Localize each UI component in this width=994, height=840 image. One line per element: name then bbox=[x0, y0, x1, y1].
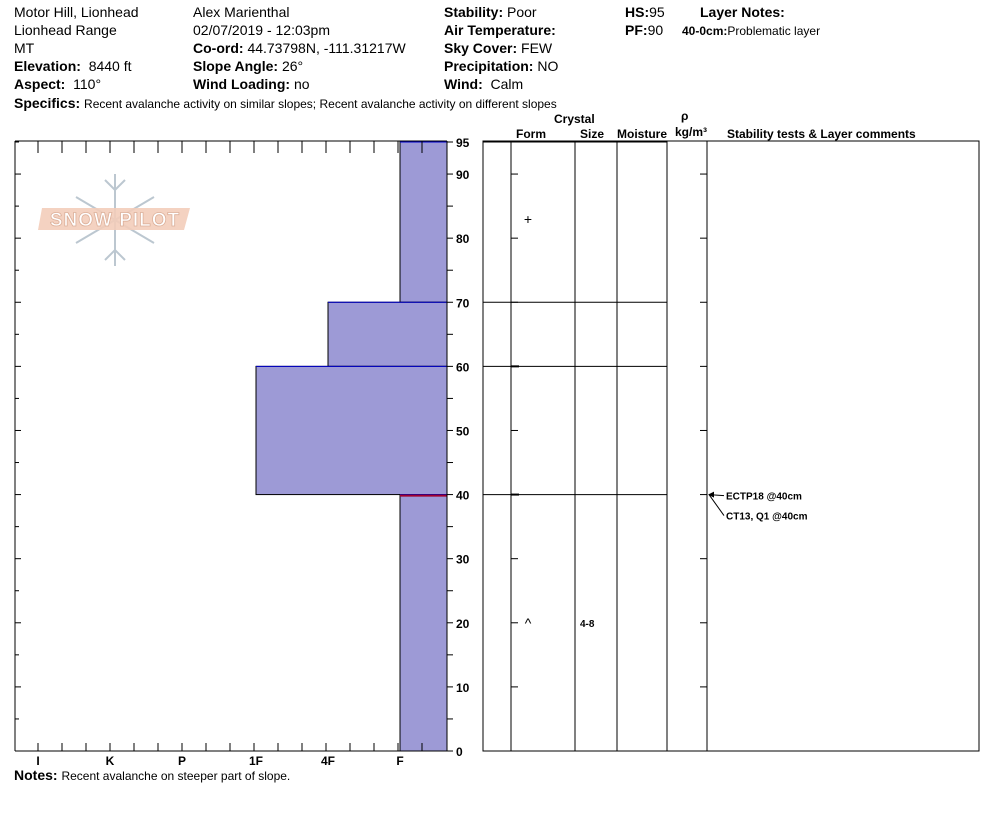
height-tick-label: 50 bbox=[456, 424, 470, 439]
height-tick-label: 40 bbox=[456, 488, 470, 503]
air-temp-label: Air Temperature: bbox=[444, 22, 556, 38]
hardness-tick-label: P bbox=[177, 754, 187, 768]
wind-loading-label: Wind Loading: bbox=[193, 76, 291, 92]
stability-value: Poor bbox=[507, 4, 537, 20]
wind-loading-value: no bbox=[293, 76, 310, 92]
elevation-value: 8440 ft bbox=[88, 58, 132, 74]
hardness-bar bbox=[328, 302, 447, 366]
hardness-bar bbox=[400, 495, 447, 751]
range-text: Lionhead Range bbox=[14, 22, 117, 38]
pf-value: 90 bbox=[647, 22, 664, 38]
crystal-form-symbol: + bbox=[523, 210, 533, 227]
hardness-tick-label: 4F bbox=[320, 754, 336, 768]
pf-label: PF: bbox=[625, 22, 648, 38]
notes-field bbox=[14, 767, 290, 784]
comments-header: Stability tests & Layer comments bbox=[727, 127, 916, 141]
hardness-bar bbox=[400, 142, 447, 302]
hardness-tick-label: F bbox=[396, 754, 404, 768]
slope-value: 26° bbox=[281, 58, 304, 74]
hardness-tick-label: I bbox=[36, 754, 40, 768]
wind-value: Calm bbox=[490, 76, 524, 92]
crystal-header: Crystal bbox=[554, 112, 595, 126]
height-tick-label: 90 bbox=[456, 168, 470, 183]
rho-header: ρ bbox=[681, 109, 689, 123]
observer-text: Alex Marienthal bbox=[193, 4, 290, 20]
hs-value: 95 bbox=[649, 4, 665, 20]
notes-text: Recent avalanche on steeper part of slope. bbox=[61, 769, 291, 783]
slope-label: Slope Angle: bbox=[193, 58, 279, 74]
sky-cover-label: Sky Cover: bbox=[444, 40, 518, 56]
snowpilot-logo bbox=[38, 174, 190, 266]
crystal-size: 4-8 bbox=[580, 618, 595, 630]
height-tick-label: 20 bbox=[456, 616, 470, 631]
form-header: Form bbox=[516, 127, 546, 141]
height-tick-label: 10 bbox=[456, 680, 470, 695]
coord-label: Co-ord: bbox=[193, 40, 244, 56]
stability-test-label: CT13, Q1 @40cm bbox=[726, 511, 808, 523]
density-unit-header: kg/m³ bbox=[675, 125, 708, 139]
size-header: Size bbox=[580, 127, 605, 141]
wind-label: Wind: bbox=[444, 76, 483, 92]
layer-note-range: 40-0cm: bbox=[682, 24, 728, 38]
height-tick-label: 95 bbox=[456, 136, 470, 150]
location-text: Motor Hill, Lionhead bbox=[14, 4, 139, 20]
aspect-label: Aspect: bbox=[14, 76, 66, 92]
crystal-form-symbol: ^ bbox=[524, 614, 532, 631]
sky-cover-value: FEW bbox=[521, 40, 553, 56]
hardness-bar bbox=[256, 366, 447, 494]
logo-text: SNOW PILOT bbox=[49, 210, 181, 231]
stability-test-label: ECTP18 @40cm bbox=[726, 491, 802, 503]
table-frame bbox=[483, 141, 979, 751]
height-tick-label: 30 bbox=[456, 552, 470, 567]
layer-table bbox=[483, 141, 979, 751]
height-tick-label: 60 bbox=[456, 360, 470, 375]
layer-note-text: Problematic layer bbox=[727, 24, 821, 38]
aspect-value: 110° bbox=[73, 76, 102, 92]
layer-notes-label: Layer Notes: bbox=[700, 4, 785, 20]
notes-label: Notes: bbox=[14, 767, 58, 783]
moisture-header: Moisture bbox=[617, 127, 668, 141]
hardness-tick-label: 1F bbox=[248, 754, 264, 768]
precip-label: Precipitation: bbox=[444, 58, 534, 74]
precip-value: NO bbox=[537, 58, 559, 74]
elevation-label: Elevation: bbox=[14, 58, 81, 74]
stability-test-leader bbox=[709, 495, 724, 516]
coord-value: 44.73798N, -111.31217W bbox=[247, 40, 406, 56]
specifics-label: Specifics: bbox=[14, 95, 81, 111]
hs-label: HS: bbox=[625, 4, 650, 20]
datetime-text: 02/07/2019 - 12:03pm bbox=[193, 22, 330, 38]
state-text: MT bbox=[14, 40, 35, 56]
stability-label: Stability: bbox=[444, 4, 504, 20]
height-tick-label: 80 bbox=[456, 232, 470, 247]
hardness-tick-label: K bbox=[105, 754, 115, 768]
height-tick-label: 70 bbox=[456, 296, 470, 311]
specifics-value: Recent avalanche activity on similar slopes; Recent avalanche activity on different slopes bbox=[84, 97, 557, 111]
height-tick-label: 0 bbox=[456, 745, 463, 759]
